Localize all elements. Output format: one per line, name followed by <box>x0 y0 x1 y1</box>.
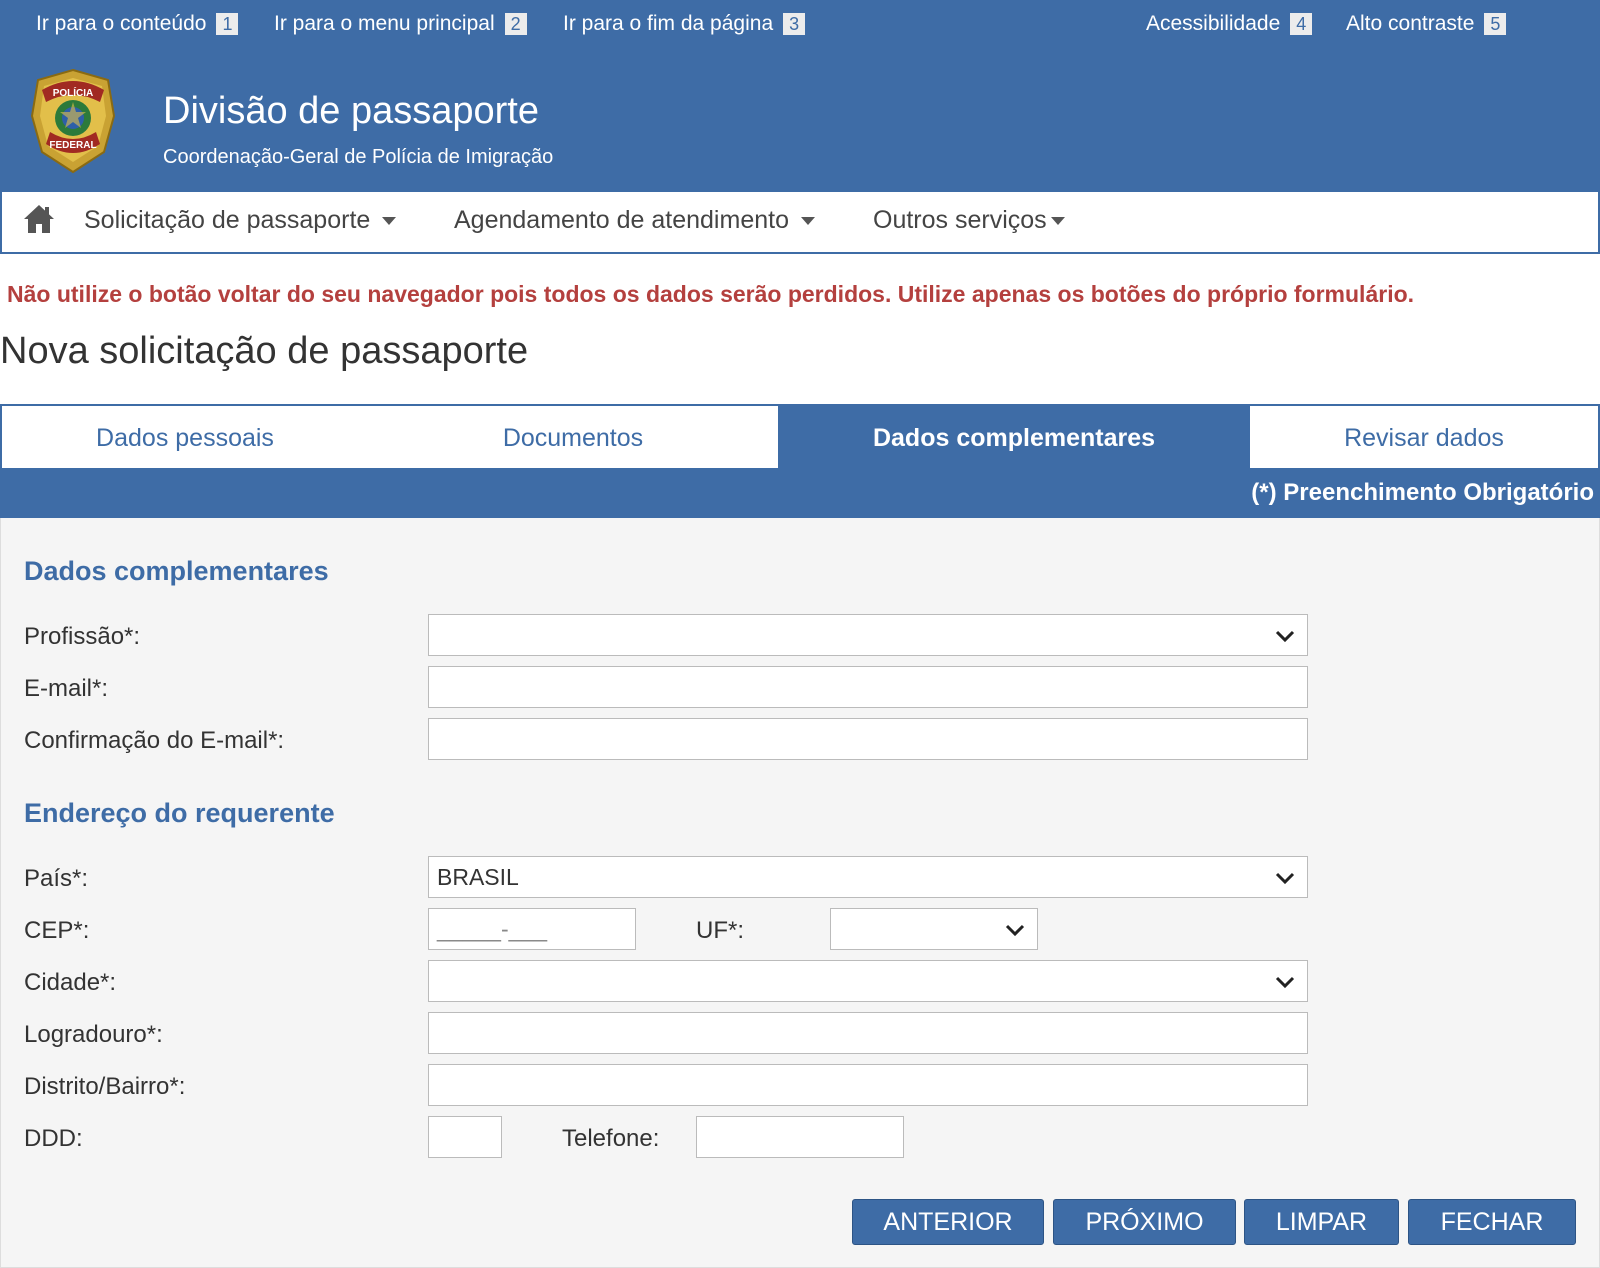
fechar-button[interactable]: FECHAR <box>1408 1199 1576 1245</box>
chevron-down-icon <box>1275 871 1295 885</box>
nav-item-label: Agendamento de atendimento <box>454 206 789 234</box>
nav-agendamento-atendimento[interactable] <box>454 206 815 235</box>
cidade-select[interactable] <box>428 960 1308 1002</box>
uf-label: UF*: <box>696 917 744 944</box>
bairro-field[interactable] <box>428 1064 1308 1106</box>
skip-link-label: Ir para o conteúdo <box>36 12 207 35</box>
skip-link-label: Alto contraste <box>1346 12 1475 35</box>
nav-item-label: Solicitação de passaporte <box>84 206 371 234</box>
required-fields-note: (*) Preenchimento Obrigatório <box>0 468 1600 518</box>
proximo-button[interactable]: PRÓXIMO <box>1053 1199 1236 1245</box>
back-button-warning: Não utilize o botão voltar do seu navegador pois todos os dados serão perdidos. Utilize apenas os botões do próprio formulário. <box>7 281 1415 307</box>
accessibility-link[interactable] <box>1146 12 1312 36</box>
cep-field[interactable] <box>428 908 636 950</box>
tab-dados-pessoais[interactable]: Dados pessoais <box>96 423 274 452</box>
page-title: Nova solicitação de passaporte <box>0 330 529 372</box>
skip-link-label: Ir para o fim da página <box>563 12 774 35</box>
cep-placeholder: _____-___ <box>437 915 547 942</box>
site-subtitle: Coordenação-Geral de Polícia de Imigração <box>163 146 554 168</box>
pais-label: País*: <box>24 865 89 892</box>
accessibility-bar <box>36 12 1600 42</box>
caret-down-icon <box>1051 217 1065 225</box>
bairro-label: Distrito/Bairro*: <box>24 1073 186 1100</box>
skip-link-label: Ir para o menu principal <box>274 12 495 35</box>
svg-text:POLÍCIA: POLÍCIA <box>52 88 94 99</box>
skip-to-content-link[interactable] <box>36 12 238 36</box>
profissao-select[interactable] <box>428 614 1308 656</box>
tab-dados-complementares[interactable]: Dados complementares <box>778 406 1250 470</box>
high-contrast-link[interactable] <box>1346 12 1506 36</box>
chevron-down-icon <box>1275 975 1295 989</box>
access-key: 4 <box>1290 13 1312 35</box>
nav-item-label: Outros serviços <box>873 206 1047 234</box>
section-title-endereco: Endereço do requerente <box>24 798 335 828</box>
email-label: E-mail*: <box>24 675 109 702</box>
email-field[interactable] <box>428 666 1308 708</box>
telefone-field[interactable] <box>696 1116 904 1158</box>
policia-federal-badge-logo <box>28 66 118 176</box>
caret-down-icon <box>801 217 815 225</box>
ddd-label: DDD: <box>24 1125 83 1152</box>
site-header <box>0 0 1600 192</box>
main-nav <box>0 192 1600 254</box>
tab-revisar-dados[interactable]: Revisar dados <box>1344 423 1504 452</box>
skip-link-label: Acessibilidade <box>1146 12 1281 35</box>
ddd-field[interactable] <box>428 1116 502 1158</box>
site-title: Divisão de passaporte <box>163 90 539 132</box>
nav-outros-servicos[interactable] <box>873 206 1065 235</box>
cidade-label: Cidade*: <box>24 969 117 996</box>
chevron-down-icon <box>1275 629 1295 643</box>
email-confirm-label: Confirmação do E-mail*: <box>24 727 285 754</box>
anterior-button[interactable]: ANTERIOR <box>852 1199 1044 1245</box>
logradouro-label: Logradouro*: <box>24 1021 163 1048</box>
form-steps-tabs <box>0 404 1600 468</box>
logradouro-field[interactable] <box>428 1012 1308 1054</box>
email-confirm-field[interactable] <box>428 718 1308 760</box>
access-key: 1 <box>216 13 238 35</box>
profissao-label: Profissão*: <box>24 623 141 650</box>
skip-to-footer-link[interactable] <box>563 12 805 36</box>
limpar-button[interactable]: LIMPAR <box>1244 1199 1399 1245</box>
cep-label: CEP*: <box>24 917 90 944</box>
access-key: 2 <box>505 13 527 35</box>
pais-value: BRASIL <box>437 863 519 890</box>
section-title-dados-complementares: Dados complementares <box>24 556 329 586</box>
access-key: 3 <box>783 13 805 35</box>
chevron-down-icon <box>1005 923 1025 937</box>
tab-documentos[interactable]: Documentos <box>502 423 644 452</box>
pais-select[interactable] <box>428 856 1308 898</box>
home-icon[interactable] <box>22 202 56 236</box>
svg-text:FEDERAL: FEDERAL <box>49 140 97 151</box>
telefone-label: Telefone: <box>562 1125 660 1152</box>
skip-to-menu-link[interactable] <box>274 12 527 36</box>
access-key: 5 <box>1484 13 1506 35</box>
nav-solicitacao-passaporte[interactable] <box>84 206 396 235</box>
caret-down-icon <box>382 217 396 225</box>
uf-select[interactable] <box>830 908 1038 950</box>
